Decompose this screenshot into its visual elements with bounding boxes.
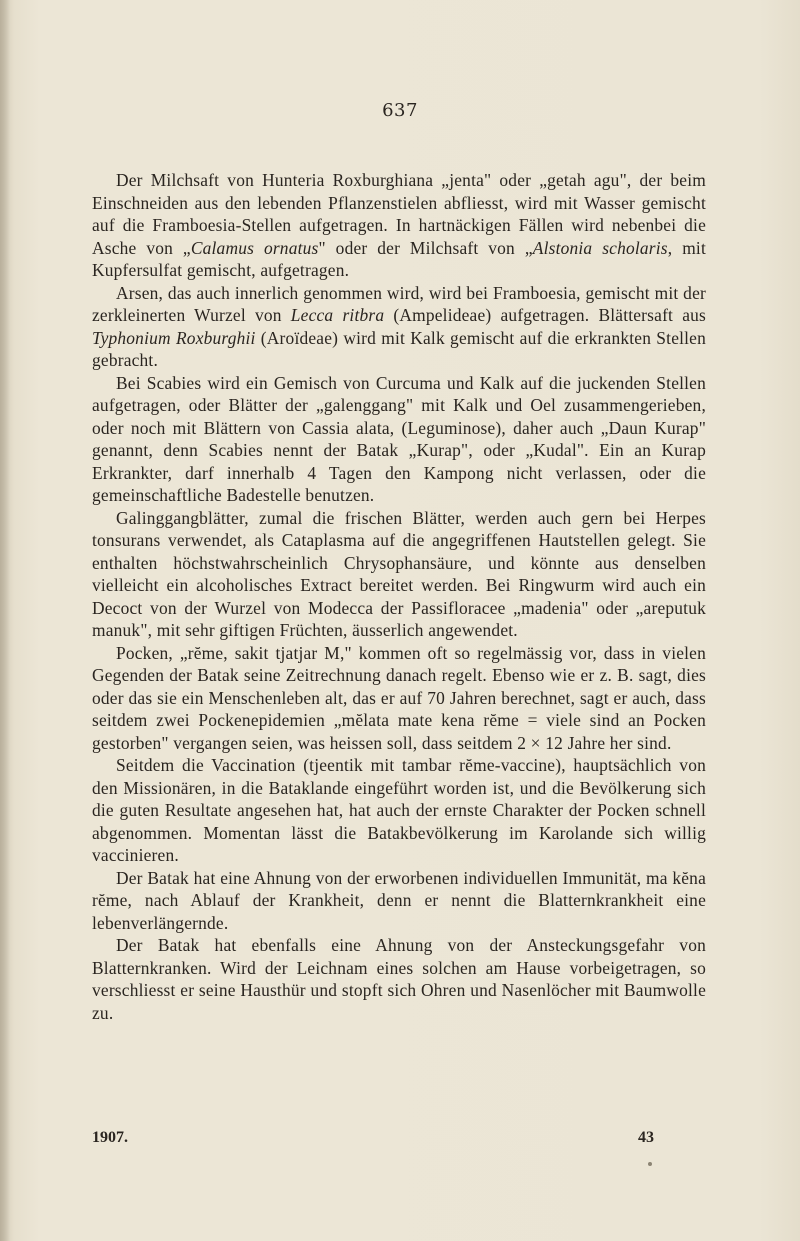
paragraph (92, 642, 706, 755)
text-run: Seitdem die Vaccination (tjeentik mit tambar rĕme-vaccine), hauptsächlich von den Missionären, in die Bataklande eingeführt worden ist, und die Bevölkerung sich die guten Resultate angesehen hat, hat auch der ernste Charakter der Pocken schnell abgenommen. Momentan lässt die Batakbevölkerung im Karolande sich willig vaccinieren. (92, 755, 706, 865)
paragraph (92, 372, 706, 507)
binding-shadow (0, 0, 10, 1241)
footer-year: 1907. (92, 1129, 128, 1146)
text-run: Bei Scabies wird ein Gemisch von Curcuma und Kalk auf die juckenden Stellen aufgetragen, oder Blätter der „galenggang" mit Kalk und Oel zusammengerieben, oder noch mit Blättern von Cassia alata, (Leguminose), daher auch „Daun Kurap" genannt, denn Scabies nennt der Batak „Kurap", oder „Kudal". Ein an Kurap Erkrankter, darf innerhalb 4 Tagen den Kampong nicht verlassen, oder die gemeinschaftliche Badestelle benutzen. (92, 372, 706, 505)
paragraph (92, 867, 706, 935)
italic-taxon-name: Typhonium Roxburghii (92, 327, 256, 348)
text-run: Der Milchsaft von Hunteria Roxburghiana „jenta" oder „getah agu", der beim Einschneiden aus den lebenden Pflanzenstielen abfliesst, wird mit Wasser gemischt auf die Framboesia-Stellen aufgetragen. In hartnäckigen Fällen wird nebenbei die Asche von „ (92, 170, 706, 258)
paragraph (92, 934, 706, 1024)
italic-taxon-name: Alstonia scholaris (532, 237, 668, 258)
text-run: (Ampelideae) aufgetragen. Blättersaft aus (384, 305, 706, 325)
body-text (92, 169, 706, 1024)
paper-speck (648, 1162, 652, 1166)
text-run: " oder der Milchsaft von „ (318, 237, 533, 258)
text-run: Galinggangblätter, zumal die frischen Blätter, werden auch gern bei Herpes tonsurans verwendet, als Cataplasma auf die angegriffenen Hautstellen gelegt. Sie enthalten höchstwahrscheinlich Chrysophansäure, und könnte aus denselben vielleicht ein alcoholisches Extract bereitet werden. Bei Ringwurm wird auch ein Decoct von der Wurzel von Modecca der Passifloracee „madenia" oder „areputuk manuk", mit sehr giftigen Früchten, äusserlich angewendet. (92, 507, 706, 640)
text-run: Der Batak hat eine Ahnung von der erworbenen individuellen Immunität, ma kĕna rĕme, nach Ablauf der Krankheit, denn er nennt die Blatternkrankheit eine lebenverlängernde. (92, 867, 706, 933)
page-footer (92, 1129, 654, 1147)
footer-sheet-number: 43 (638, 1129, 654, 1146)
page-number: 637 (382, 100, 418, 121)
paragraph (92, 169, 706, 282)
italic-taxon-name: Calamus ornatus (190, 237, 319, 258)
text-run: , mit Kupfersulfat gemischt, aufgetragen. (92, 237, 706, 280)
paragraph (92, 754, 706, 867)
text-run: (Aroïdeae) wird mit Kalk gemischt auf die erkrankten Stellen gebracht. (92, 327, 706, 370)
text-run: Arsen, das auch innerlich genommen wird, wird bei Framboesia, gemischt mit der zerkleinerten Wurzel von (92, 282, 706, 325)
paragraph (92, 507, 706, 642)
italic-taxon-name: Lecca ritbra (290, 305, 385, 325)
text-run: Der Batak hat ebenfalls eine Ahnung von der Ansteckungsgefahr von Blatternkranken. Wird der Leichnam eines solchen am Hause vorbeigetragen, so verschliesst er seine Hausthür und stopft sich Ohren und Nasenlöcher mit Baumwolle zu. (92, 935, 706, 1023)
text-run: Pocken, „rĕme, sakit tjatjar M," kommen oft so regelmässig vor, dass in vielen Gegenden der Batak seine Zeitrechnung danach regelt. Ebenso wie er z. B. sagt, dies oder das sie ein Menschenleben alt, das er auf 70 Jahren berechnet, sagt er auch, dass seitdem zwei Pockenepidemien „mĕlata mate kena rĕme = viele sind an Pocken gestorben" vergangen seien, was heissen soll, dass seitdem 2 × 12 Jahre her sind. (92, 642, 706, 753)
paragraph (92, 282, 706, 372)
